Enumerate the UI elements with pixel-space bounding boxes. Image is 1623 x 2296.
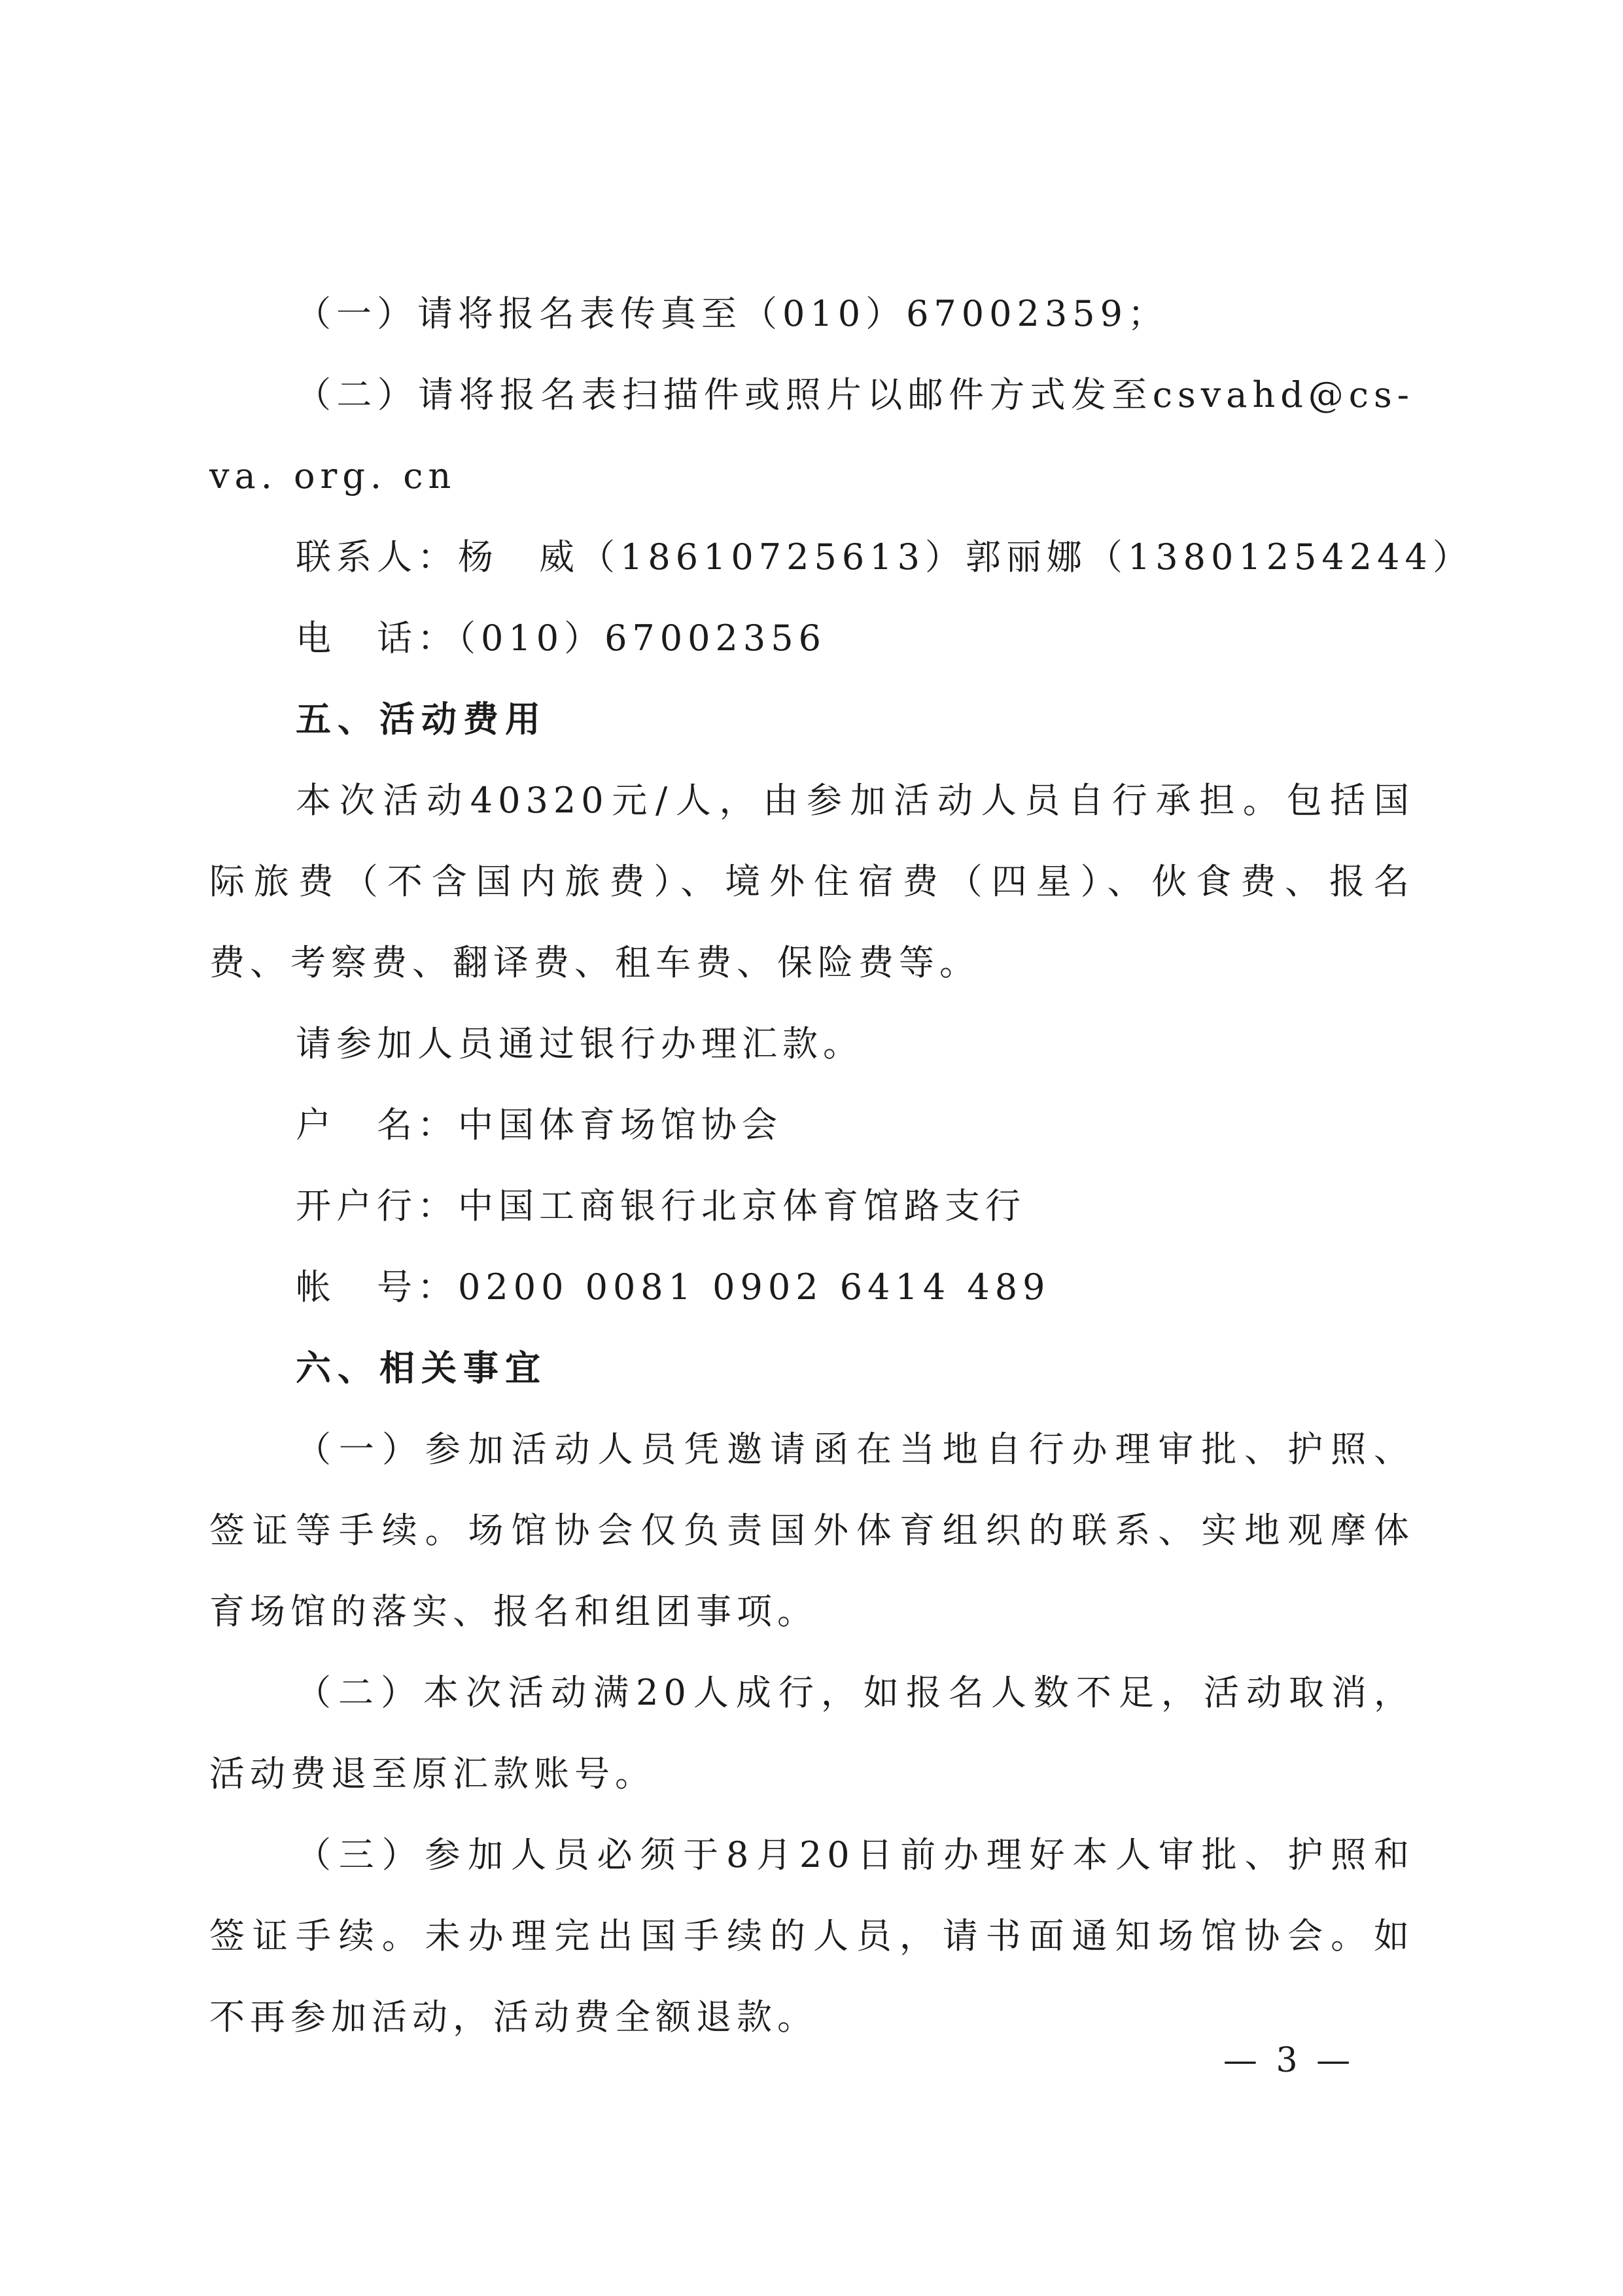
matters-1-line-2: 签证等手续。场馆协会仅负责国外体育组织的联系、实地观摩体 — [209, 1510, 1414, 1551]
paragraph-line-email: （二）请将报名表扫描件或照片以邮件方式发至csvahd@cs- — [296, 374, 1414, 415]
bank-line — [296, 1185, 1414, 1227]
phone-value: （010）67002356 — [458, 617, 826, 659]
matters-3-line-2: 签证手续。未办理完出国手续的人员，请书面通知场馆协会。如 — [209, 1915, 1414, 1957]
matters-3-line-3: 不再参加活动，活动费全额退款。 — [209, 1996, 818, 2038]
matters-2-line-1: （二）本次活动满20人成行，如报名人数不足，活动取消， — [296, 1672, 1414, 1713]
matters-1-line-3: 育场馆的落实、报名和组团事项。 — [209, 1591, 818, 1632]
matters-3-line-1: （三）参加人员必须于8月20日前办理好本人审批、护照和 — [296, 1834, 1414, 1875]
paragraph-line-email-cont: va. org. cn — [209, 455, 457, 496]
account-name-value: 中国体育场馆协会 — [458, 1104, 782, 1145]
page-number: — 3 — — [1223, 2041, 1355, 2080]
account-number-line — [296, 1266, 1414, 1308]
phone-line — [296, 617, 1414, 659]
bank-label: 开户行： — [296, 1185, 458, 1226]
account-name-line — [296, 1104, 1414, 1146]
account-number-value: 0200 0081 0902 6414 489 — [458, 1266, 1051, 1308]
bank-value: 中国工商银行北京体育馆路支行 — [458, 1185, 1026, 1226]
phone-label: 电 话： — [296, 617, 458, 659]
paragraph-line-fax: （一）请将报名表传真至（010）67002359； — [296, 293, 1168, 334]
account-number-label: 帐 号： — [296, 1266, 458, 1308]
fees-paragraph-line-2: 际旅费（不含国内旅费）、境外住宿费（四星）、伙食费、报名 — [209, 861, 1414, 902]
fees-paragraph-line-1: 本次活动40320元/人，由参加活动人员自行承担。包括国 — [296, 780, 1414, 821]
section-heading-matters: 六、相关事宜 — [296, 1348, 547, 1389]
section-heading-fees: 五、活动费用 — [296, 699, 547, 740]
contact-persons-line: 联系人：杨 威（18610725613）郭丽娜（13801254244） — [296, 536, 1473, 578]
matters-2-line-2: 活动费退至原汇款账号。 — [209, 1753, 655, 1794]
account-name-label: 户 名： — [296, 1104, 458, 1145]
remittance-line: 请参加人员通过银行办理汇款。 — [296, 1023, 864, 1064]
fees-paragraph-line-3: 费、考察费、翻译费、租车费、保险费等。 — [209, 942, 980, 983]
matters-1-line-1: （一）参加活动人员凭邀请函在当地自行办理审批、护照、 — [296, 1429, 1414, 1470]
